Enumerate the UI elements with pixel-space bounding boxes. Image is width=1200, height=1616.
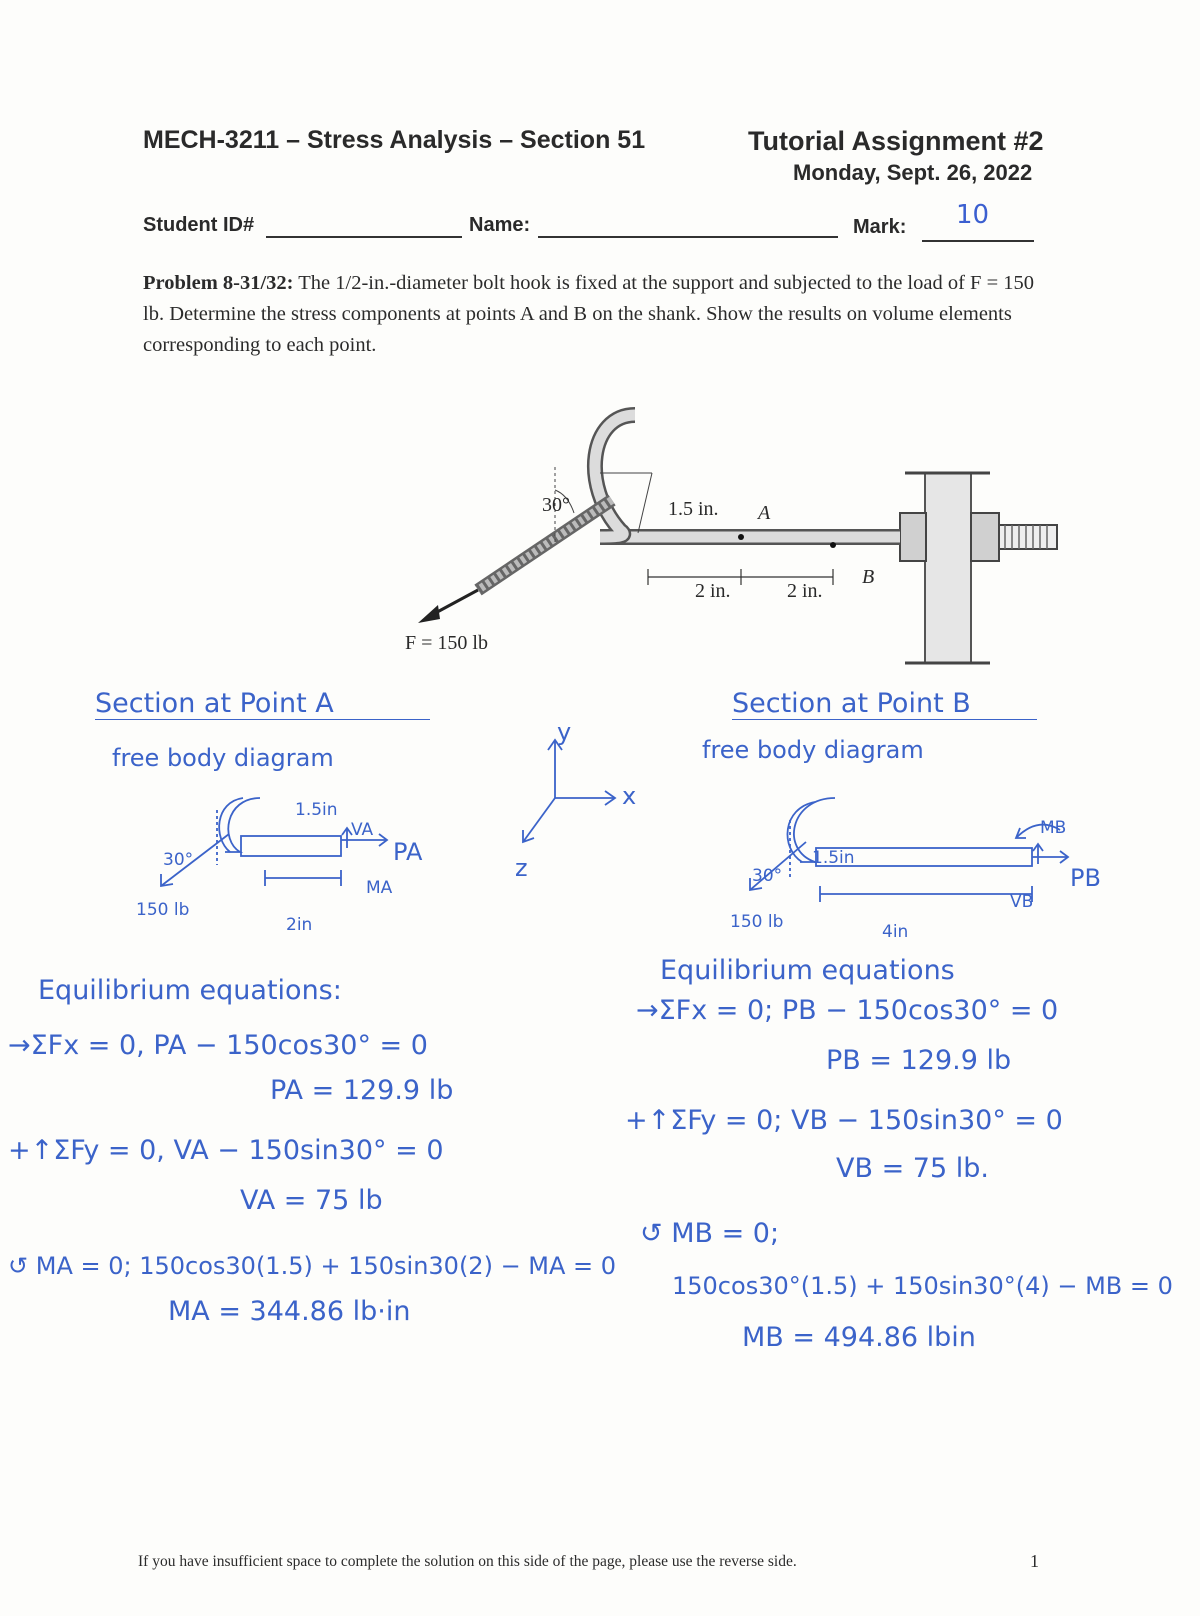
section-b-vb-result: VB = 75 lb. [836, 1153, 989, 1184]
nut-right [971, 513, 999, 561]
section-b-pb-result: PB = 129.9 lb [826, 1045, 1012, 1076]
mark-field[interactable] [922, 240, 1034, 242]
point-a-dot [738, 534, 744, 540]
axis-x-label: x [622, 782, 637, 810]
fig-dim-1: 2 in. [695, 580, 731, 602]
fbd-b-diagram [720, 790, 1120, 930]
fbd-b-length: 4in [882, 922, 909, 942]
support-plate [925, 473, 971, 663]
problem-text: The 1/2-in.-diameter bolt hook is fixed at the support and subjected to the load of F = 150 lb. Determine the stress components at points A and B on the shank. Show the results on volume elements corresponding to each point. [143, 272, 1035, 356]
fbd-b-axial: PB [1070, 864, 1101, 892]
section-a-moment-eq: ↺ MA = 0; 150cos30(1.5) + 150sin30(2) − MA = 0 [8, 1252, 617, 1280]
footer-note: If you have insufficient space to complete the solution on this side of the page, please use the reverse side. [138, 1553, 797, 1570]
fig-point-a-label: A [758, 502, 771, 524]
fbd-a-shear: VA [351, 820, 374, 840]
fig-dim-2: 2 in. [787, 580, 823, 602]
section-a-eq-title: Equilibrium equations: [38, 975, 342, 1006]
student-id-label: Student ID# [143, 214, 255, 236]
section-a-ma-result: MA = 344.86 lb·in [168, 1296, 411, 1327]
nut-left [900, 513, 926, 561]
section-b-title: Section at Point B [732, 688, 1037, 720]
name-field[interactable] [538, 236, 838, 238]
fbd-b-moment: MB [1040, 818, 1067, 838]
fig-force-label: F = 150 lb [405, 632, 488, 654]
mark-label: Mark: [853, 216, 907, 238]
fig-radius-label: 1.5 in. [668, 498, 719, 520]
fig-point-b-label: B [862, 566, 875, 588]
section-b-fbd-title: free body diagram [702, 736, 924, 764]
fbd-a-moment: MA [366, 878, 393, 898]
problem-label: Problem 8-31/32: [143, 272, 294, 294]
section-a-fbd-title: free body diagram [112, 744, 334, 772]
section-b-fy-eq: +↑ΣFy = 0; VB − 150sin30° = 0 [625, 1105, 1063, 1136]
section-b-fx-eq: →ΣFx = 0; PB − 150cos30° = 0 [636, 995, 1059, 1026]
section-b-eq-title: Equilibrium equations [660, 955, 955, 986]
assignment-date: Monday, Sept. 26, 2022 [793, 160, 1033, 185]
course-title: MECH-3211 – Stress Analysis – Section 51 [143, 126, 646, 154]
fig-angle-label: 30° [542, 494, 570, 516]
axes-diagram [515, 730, 645, 890]
name-label: Name: [469, 214, 531, 236]
fbd-a-axial: PA [393, 838, 423, 866]
fbd-a-angle: 30° [163, 850, 194, 870]
mark-value: 10 [956, 200, 990, 230]
section-b-mb-result: MB = 494.86 lbin [742, 1322, 976, 1353]
fbd-b-angle: 30° [752, 866, 783, 886]
section-b-moment-eq: 150cos30°(1.5) + 150sin30°(4) − MB = 0 [672, 1272, 1173, 1300]
assignment-title: Tutorial Assignment #2 [748, 126, 1044, 156]
threaded-end [999, 525, 1057, 549]
axis-y-label: y [557, 718, 572, 746]
fbd-a-force: 150 lb [136, 900, 190, 920]
section-a-va-result: VA = 75 lb [240, 1185, 383, 1216]
section-a-fy-eq: +↑ΣFy = 0, VA − 150sin30° = 0 [8, 1135, 444, 1166]
fbd-a-length: 2in [286, 915, 313, 935]
fbd-b-force: 150 lb [730, 912, 784, 932]
point-b-dot [830, 542, 836, 548]
fbd-b-radius: 1.5in [812, 848, 855, 868]
fbd-b-shear: VB [1010, 892, 1034, 912]
problem-statement [143, 268, 1048, 361]
fbd-a-radius: 1.5in [295, 800, 338, 820]
axis-z-label: z [515, 854, 528, 882]
section-b-moment-title: ↺ MB = 0; [640, 1218, 780, 1249]
page-number: 1 [1030, 1551, 1039, 1571]
student-id-field[interactable] [266, 236, 462, 238]
section-a-fx-eq: →ΣFx = 0, PA − 150cos30° = 0 [8, 1030, 428, 1061]
section-a-title: Section at Point A [95, 688, 430, 720]
bolt-hook-figure [400, 395, 1080, 675]
section-a-pa-result: PA = 129.9 lb [270, 1075, 454, 1106]
